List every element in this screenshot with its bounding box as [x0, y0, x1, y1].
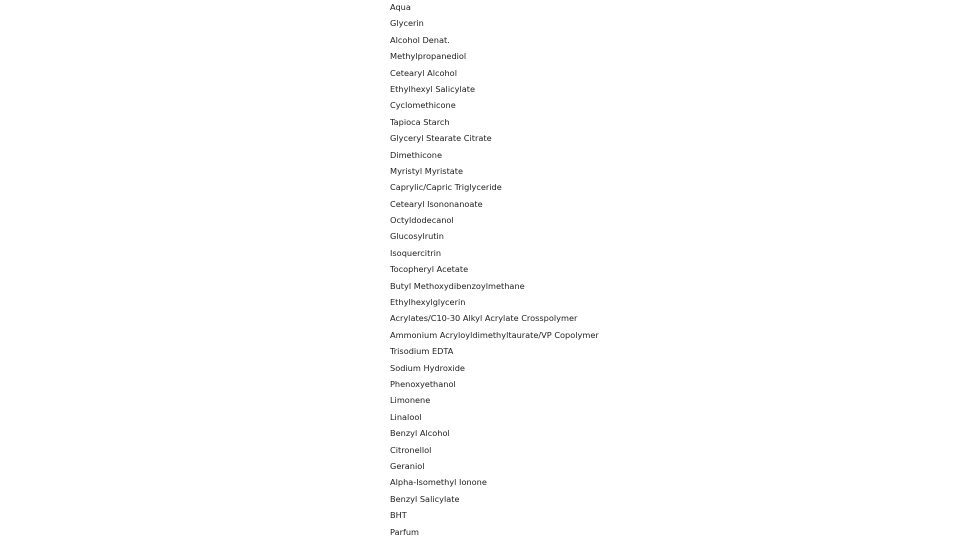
ingredient-item: Cetearyl Alcohol [390, 67, 457, 78]
ingredient-item: Myristyl Myristate [390, 165, 464, 176]
ingredient-item: Sodium Hydroxide [390, 362, 465, 373]
ingredient-item: Methylpropanediol [390, 51, 467, 62]
ingredient-item: Tapioca Starch [390, 116, 450, 127]
ingredient-item: Ammonium Acryloyldimethyltaurate/VP Copolymer [390, 329, 599, 340]
ingredient-item: Glycerin [390, 18, 424, 29]
ingredient-item: Ethylhexylglycerin [390, 297, 466, 308]
ingredient-item: Caprylic/Capric Triglyceride [390, 182, 502, 193]
ingredient-item: Geraniol [390, 460, 425, 471]
ingredient-item: Aqua [390, 2, 411, 12]
ingredient-item: Alcohol Denat. [390, 34, 450, 45]
ingredient-item: Isoquercitrin [390, 247, 442, 258]
ingredient-item: Trisodium EDTA [390, 346, 454, 357]
ingredient-item: Benzyl Salicylate [390, 493, 460, 504]
ingredient-item: BHT [390, 510, 407, 521]
ingredient-item: Linalool [390, 411, 422, 422]
ingredient-item: Acrylates/C10-30 Alkyl Acrylate Crosspolymer [390, 313, 578, 324]
ingredient-item: Limonene [390, 395, 431, 406]
ingredient-list [390, 0, 599, 540]
ingredient-item: Cetearyl Isononanoate [390, 198, 483, 209]
ingredient-item: Alpha-Isomethyl Ionone [390, 477, 487, 488]
ingredient-item: Glucosylrutin [390, 231, 444, 242]
ingredient-item: Glyceryl Stearate Citrate [390, 133, 492, 144]
ingredient-item: Cyclomethicone [390, 100, 456, 111]
ingredient-item: Benzyl Alcohol [390, 428, 450, 439]
ingredient-item: Ethylhexyl Salicylate [390, 83, 475, 94]
ingredient-item: Octyldodecanol [390, 215, 454, 226]
ingredient-item: Parfum [390, 526, 419, 537]
ingredient-item: Phenoxyethanol [390, 378, 456, 389]
ingredient-item: Dimethicone [390, 149, 443, 160]
ingredient-item: Butyl Methoxydibenzoylmethane [390, 280, 525, 291]
ingredient-item: Tocopheryl Acetate [390, 264, 469, 275]
ingredient-item: Citronellol [390, 444, 432, 455]
